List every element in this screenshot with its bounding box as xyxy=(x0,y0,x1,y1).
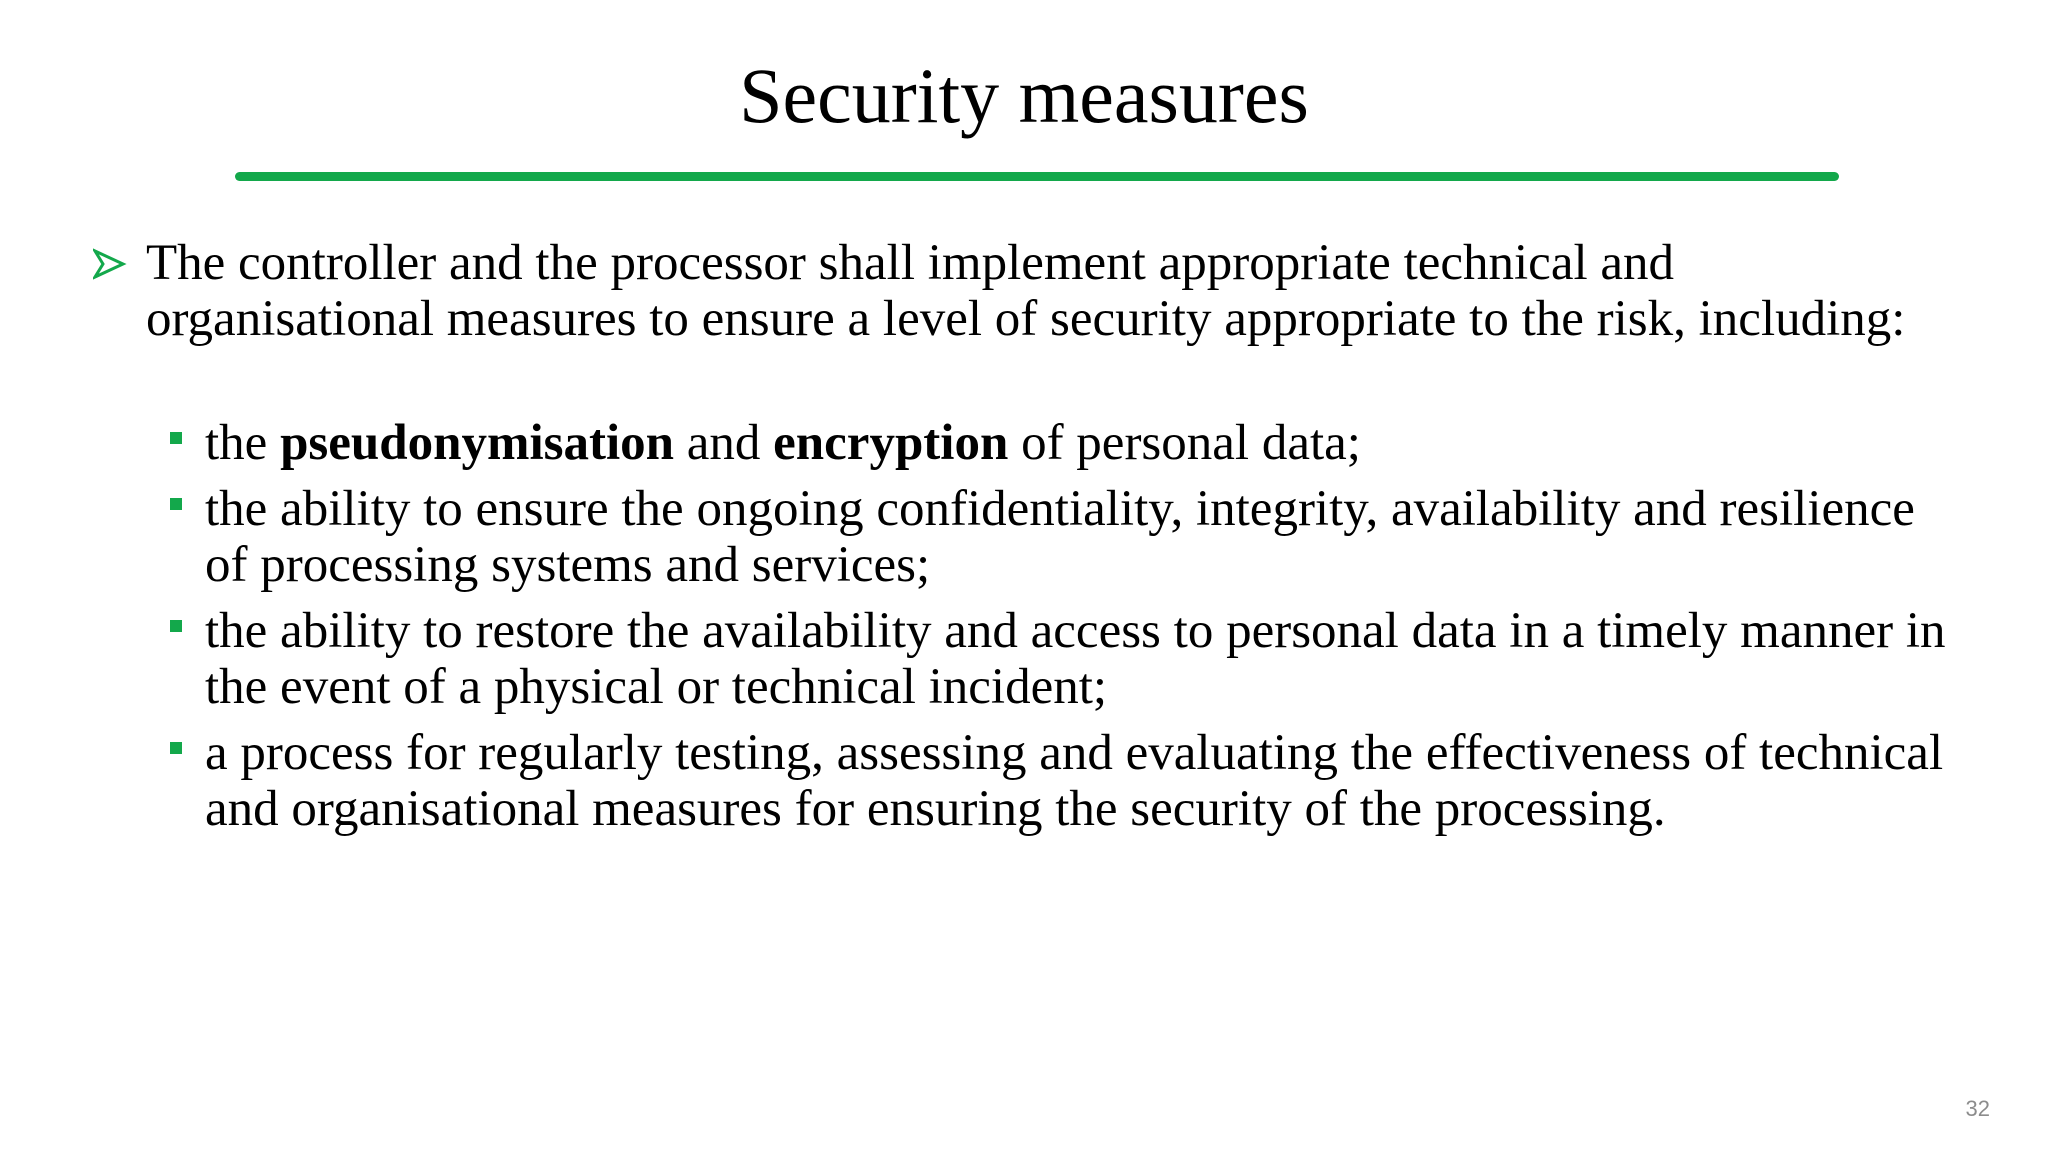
sub-item-restore: the ability to restore the availability and access to personal data in a timely manner in the event of a physical or technical incident; xyxy=(205,603,1946,715)
sub-item-confidentiality: the ability to ensure the ongoing confidentiality, integrity, availability and resilience of processing systems and services; xyxy=(205,481,1915,593)
sub-item-pseudonymisation xyxy=(205,415,1965,471)
square-bullet-icon xyxy=(170,620,182,632)
arrow-bullet-icon xyxy=(93,247,127,281)
square-bullet-icon xyxy=(170,742,182,754)
sub-item-testing: a process for regularly testing, assessing and evaluating the effectiveness of technical and organisational measures for ensuring the security of the processing. xyxy=(205,725,1944,837)
title-underline xyxy=(235,172,1839,181)
sub-item-text: the xyxy=(205,415,281,471)
sub-item-text: and xyxy=(674,415,774,471)
sub-item-text: of personal data; xyxy=(1008,415,1361,471)
square-bullet-icon xyxy=(170,432,182,444)
emphasis-encryption: encryption xyxy=(773,415,1009,471)
slide-title: Security measures xyxy=(739,52,1309,139)
main-bullet-text: The controller and the processor shall implement appropriate technical and organisational measures to ensure a level of security appropriate to the risk, including: xyxy=(146,235,1906,347)
emphasis-pseudonymisation: pseudonymisation xyxy=(280,415,675,471)
page-number: 32 xyxy=(1965,1096,1990,1121)
square-bullet-icon xyxy=(170,498,182,510)
